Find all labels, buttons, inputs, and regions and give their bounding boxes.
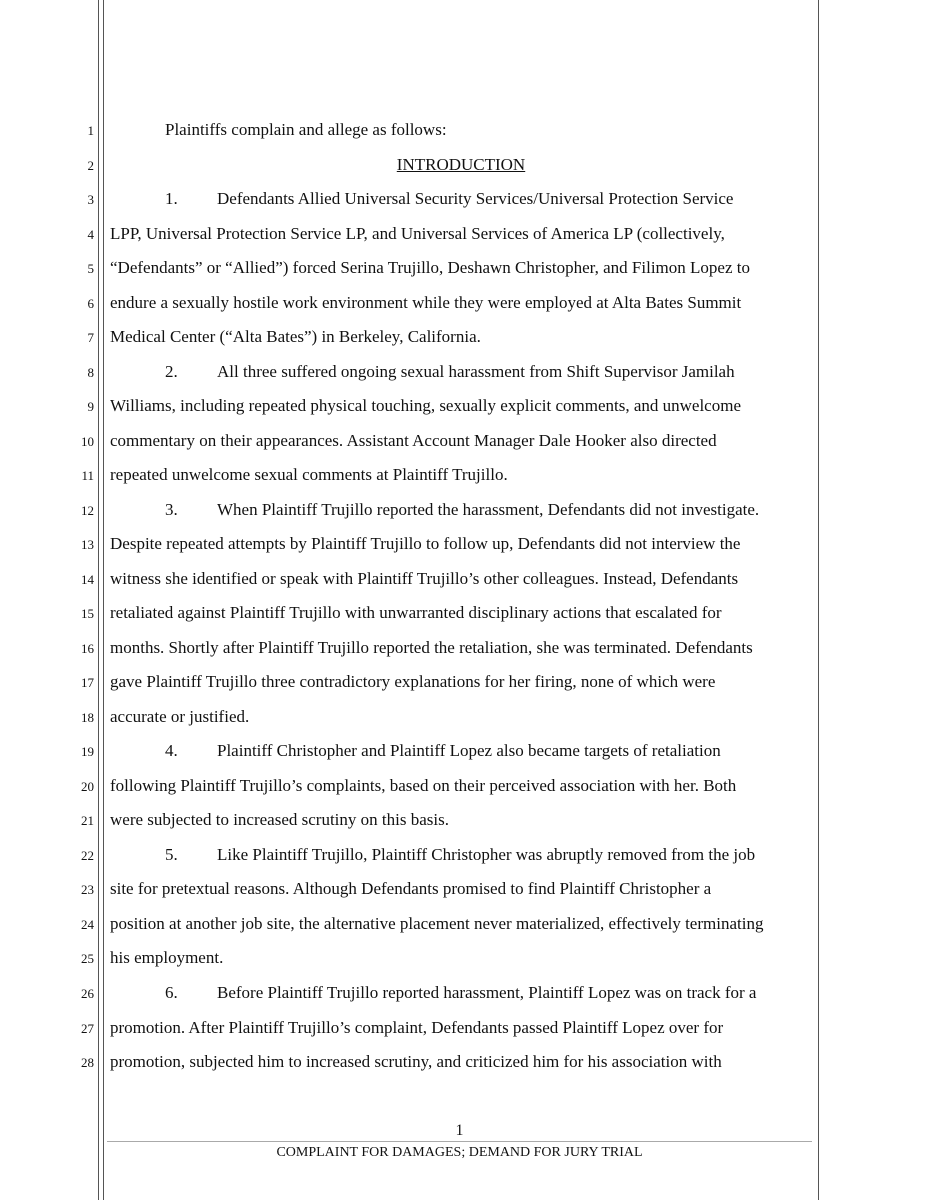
line-number: 9 bbox=[87, 399, 94, 415]
line-text: his employment. bbox=[110, 948, 224, 968]
line-text: promotion, subjected him to increased scrutiny, and criticized him for his association with bbox=[110, 1052, 722, 1072]
line-text: Williams, including repeated physical touching, sexually explicit comments, and unwelcome bbox=[110, 396, 741, 416]
line-number: 8 bbox=[87, 364, 94, 380]
left-margin-rule-inner bbox=[103, 0, 104, 1200]
line-text: months. Shortly after Plaintiff Trujillo reported the retaliation, she was terminated. Defendants bbox=[110, 637, 753, 657]
text-line bbox=[110, 672, 812, 692]
text-line bbox=[110, 707, 812, 727]
line-number: 4 bbox=[87, 226, 94, 242]
line-number: 20 bbox=[81, 778, 94, 794]
text-line bbox=[110, 569, 812, 589]
line-number: 12 bbox=[81, 502, 94, 518]
line-number: 18 bbox=[81, 709, 94, 725]
paragraph-number: 2. bbox=[165, 361, 178, 381]
line-text: Plaintiff Christopher and Plaintiff Lopez also became targets of retaliation bbox=[217, 741, 721, 761]
line-text: commentary on their appearances. Assistant Account Manager Dale Hooker also directed bbox=[110, 430, 717, 450]
paragraph-number: 1. bbox=[165, 189, 178, 209]
line-text: promotion. After Plaintiff Trujillo’s complaint, Defendants passed Plaintiff Lopez over for bbox=[110, 1017, 724, 1037]
text-line bbox=[110, 1018, 812, 1038]
line-text: retaliated against Plaintiff Trujillo with unwarranted disciplinary actions that escalated for bbox=[110, 603, 722, 623]
line-number: 24 bbox=[81, 916, 94, 932]
footer-title: COMPLAINT FOR DAMAGES; DEMAND FOR JURY TRIAL bbox=[276, 1145, 643, 1160]
line-text: endure a sexually hostile work environment while they were employed at Alta Bates Summit bbox=[110, 292, 742, 312]
text-line bbox=[110, 258, 812, 278]
paragraph-number: 3. bbox=[165, 499, 178, 519]
line-text: “Defendants” or “Allied”) forced Serina Trujillo, Deshawn Christopher, and Filimon Lopez to bbox=[110, 258, 750, 278]
line-text: When Plaintiff Trujillo reported the harassment, Defendants did not investigate. bbox=[217, 499, 760, 519]
footer-divider bbox=[107, 1141, 812, 1142]
line-number: 19 bbox=[81, 744, 94, 760]
line-number: 25 bbox=[81, 951, 94, 967]
line-number: 5 bbox=[87, 261, 94, 277]
line-number: 21 bbox=[81, 813, 94, 829]
line-text: Despite repeated attempts by Plaintiff Trujillo to follow up, Defendants did not interview the bbox=[110, 534, 741, 554]
line-text: were subjected to increased scrutiny on this basis. bbox=[110, 810, 449, 830]
text-line bbox=[110, 465, 812, 485]
text-line bbox=[110, 534, 812, 554]
line-number: 23 bbox=[81, 882, 94, 898]
left-margin-rule-outer bbox=[98, 0, 99, 1200]
text-line bbox=[110, 327, 812, 347]
line-text: repeated unwelcome sexual comments at Plaintiff Trujillo. bbox=[110, 465, 508, 485]
text-line bbox=[110, 396, 812, 416]
text-line bbox=[110, 879, 812, 899]
line-number: 15 bbox=[81, 606, 94, 622]
section-heading: INTRODUCTION bbox=[396, 154, 526, 174]
line-text: Medical Center (“Alta Bates”) in Berkeley, California. bbox=[110, 327, 481, 347]
line-text: position at another job site, the alternative placement never materialized, effectively terminating bbox=[110, 913, 764, 933]
line-number: 17 bbox=[81, 675, 94, 691]
line-number: 26 bbox=[81, 986, 94, 1001]
page-number: 1 bbox=[455, 1122, 464, 1139]
line-number: 1 bbox=[87, 123, 94, 138]
line-text: Plaintiffs complain and allege as follows: bbox=[165, 120, 447, 139]
text-line bbox=[110, 776, 812, 796]
text-line bbox=[110, 638, 812, 658]
text-line bbox=[110, 224, 812, 244]
line-text: witness she identified or speak with Plaintiff Trujillo’s other colleagues. Instead, Defendants bbox=[110, 568, 739, 588]
line-text: LPP, Universal Protection Service LP, and Universal Services of America LP (collectively, bbox=[110, 223, 725, 243]
line-number: 22 bbox=[81, 847, 94, 863]
line-number: 3 bbox=[87, 192, 94, 208]
paragraph-number: 5. bbox=[165, 844, 178, 864]
line-text: Before Plaintiff Trujillo reported harassment, Plaintiff Lopez was on track for a bbox=[217, 983, 757, 1002]
line-text: Like Plaintiff Trujillo, Plaintiff Christopher was abruptly removed from the job bbox=[217, 844, 756, 864]
text-line bbox=[110, 431, 812, 451]
line-text: following Plaintiff Trujillo’s complaints, based on their perceived association with her. Both bbox=[110, 775, 737, 795]
text-line bbox=[110, 948, 812, 968]
line-number: 27 bbox=[81, 1020, 94, 1036]
text-line bbox=[110, 293, 812, 313]
line-text: site for pretextual reasons. Although Defendants promised to find Plaintiff Christopher a bbox=[110, 879, 712, 899]
line-number: 11 bbox=[81, 468, 94, 484]
text-line bbox=[110, 155, 812, 175]
paragraph-number: 4. bbox=[165, 741, 178, 761]
line-text: All three suffered ongoing sexual harassment from Shift Supervisor Jamilah bbox=[217, 361, 735, 381]
line-number: 7 bbox=[87, 330, 94, 346]
line-text: Defendants Allied Universal Security Services/Universal Protection Service bbox=[217, 189, 734, 209]
line-number: 10 bbox=[81, 433, 94, 449]
text-line bbox=[110, 1052, 812, 1072]
line-number: 14 bbox=[81, 571, 94, 587]
text-line bbox=[110, 603, 812, 623]
line-number: 6 bbox=[87, 295, 94, 311]
line-number: 28 bbox=[81, 1055, 94, 1071]
right-margin-rule bbox=[818, 0, 819, 1200]
text-line bbox=[110, 914, 812, 934]
line-number: 2 bbox=[87, 157, 94, 173]
line-number: 13 bbox=[81, 537, 94, 553]
line-text: gave Plaintiff Trujillo three contradictory explanations for her firing, none of which were bbox=[110, 672, 716, 692]
text-line bbox=[110, 810, 812, 830]
line-text: accurate or justified. bbox=[110, 706, 250, 726]
paragraph-number: 6. bbox=[165, 983, 178, 1002]
line-number: 16 bbox=[81, 640, 94, 656]
